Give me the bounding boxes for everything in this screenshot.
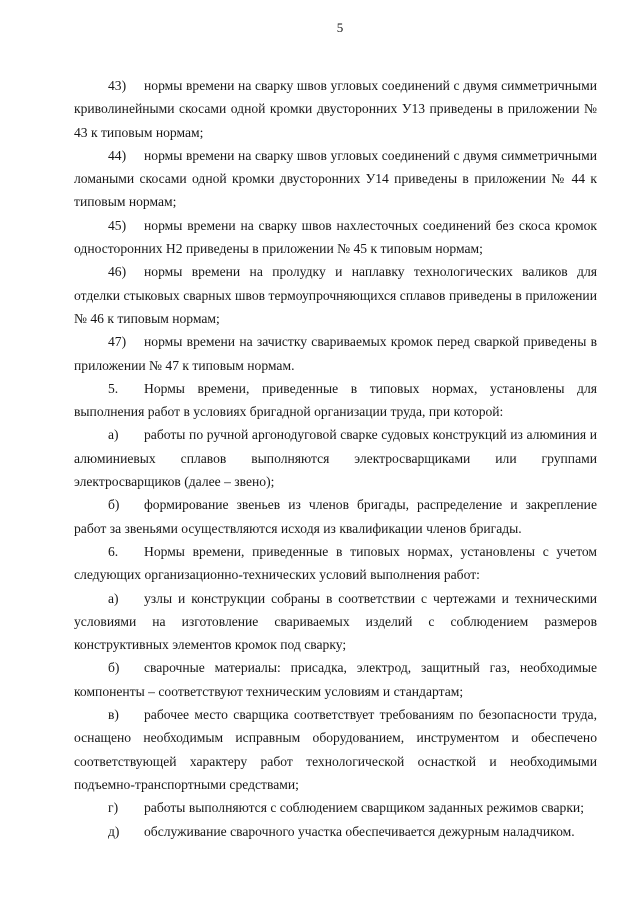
section-text: Нормы времени, приведенные в типовых нормах, установлены для выполнения работ в условиях бригадной организации труда, при которой:	[74, 380, 597, 420]
item-text: нормы времени на пролудку и наплавку технологических валиков для отделки стыковых сварных швов термоупрочняющихся сплавов приведены в приложении № 46 к типовым нормам;	[74, 264, 597, 326]
item-marker: 44)	[108, 147, 127, 163]
item-text: узлы и конструкции собраны в соответствии с чертежами и техническими условиями на изготовление свариваемых изделий с соблюдением размеров конструктивных элементов кромок под сварку;	[74, 590, 597, 653]
item-marker: 46)	[108, 264, 127, 280]
section-5	[74, 377, 597, 424]
page-number: 5	[336, 20, 344, 35]
item-marker: а)	[108, 427, 119, 443]
list-item-47	[74, 330, 597, 377]
item-marker: а)	[108, 590, 119, 606]
item-marker: б)	[108, 660, 120, 676]
section-6-item-g	[74, 796, 597, 819]
section-5-item-b	[74, 493, 597, 540]
section-6-item-d	[74, 820, 597, 843]
list-item-43	[74, 74, 597, 144]
item-marker: 47)	[108, 334, 127, 350]
list-item-45	[74, 214, 597, 261]
section-6-item-b	[74, 656, 597, 703]
section-6	[74, 540, 597, 587]
section-5-item-a	[74, 423, 597, 493]
section-6-item-a	[74, 587, 597, 657]
list-item-46	[74, 260, 597, 330]
item-text: сварочные материалы: присадка, электрод, защитный газ, необходимые компоненты – соответствуют техническим условиям и стандартам;	[74, 660, 597, 699]
item-marker: б)	[108, 497, 120, 513]
item-text: формирование звеньев из членов бригады, распределение и закрепление работ за звеньями осуществляются исходя из квалификации членов бригады.	[74, 497, 597, 536]
item-text: нормы времени на сварку швов угловых соединений с двумя симметричными криволинейными скосами одной кромки двусторонних У13 приведены в приложении № 43 к типовым нормам;	[74, 78, 597, 140]
document-body	[74, 74, 597, 843]
section-marker: 6.	[108, 543, 119, 559]
list-item-44	[74, 144, 597, 214]
item-marker: в)	[108, 707, 119, 723]
item-marker: д)	[108, 823, 120, 839]
section-6-item-v	[74, 703, 597, 796]
item-marker: 43)	[108, 78, 127, 93]
item-text: нормы времени на сварку швов угловых соединений с двумя симметричными ломаными скосами одной кромки двусторонних У14 приведены в приложении № 44 к типовым нормам;	[74, 147, 597, 210]
section-text: Нормы времени, приведенные в типовых нормах, установлены с учетом следующих организационно-технических условий выполнения работ:	[74, 543, 597, 583]
section-marker: 5.	[108, 380, 119, 396]
item-text: работы по ручной аргонодуговой сварке судовых конструкций из алюминия и алюминиевых сплавов выполняются электросварщиками или группами электросварщиков (далее – звено);	[74, 427, 597, 490]
item-text: работы выполняются с соблюдением сварщиком заданных режимов сварки;	[144, 800, 584, 816]
item-text: обслуживание сварочного участка обеспечивается дежурным наладчиком.	[144, 823, 575, 839]
item-text: рабочее место сварщика соответствует требованиям по безопасности труда, оснащено необходимым исправным оборудованием, инструментом и обеспечено соответствующей характеру работ технологической оснасткой и необходимыми подъемно-транспортными средствами;	[74, 707, 597, 792]
item-text: нормы времени на зачистку свариваемых кромок перед сваркой приведены в приложении № 47 к типовым нормам.	[74, 334, 597, 373]
item-marker: г)	[108, 800, 119, 816]
item-marker: 45)	[108, 217, 127, 233]
item-text: нормы времени на сварку швов нахлесточных соединений без скоса кромок односторонних Н2 приведены в приложении № 45 к типовым нормам;	[74, 217, 597, 257]
